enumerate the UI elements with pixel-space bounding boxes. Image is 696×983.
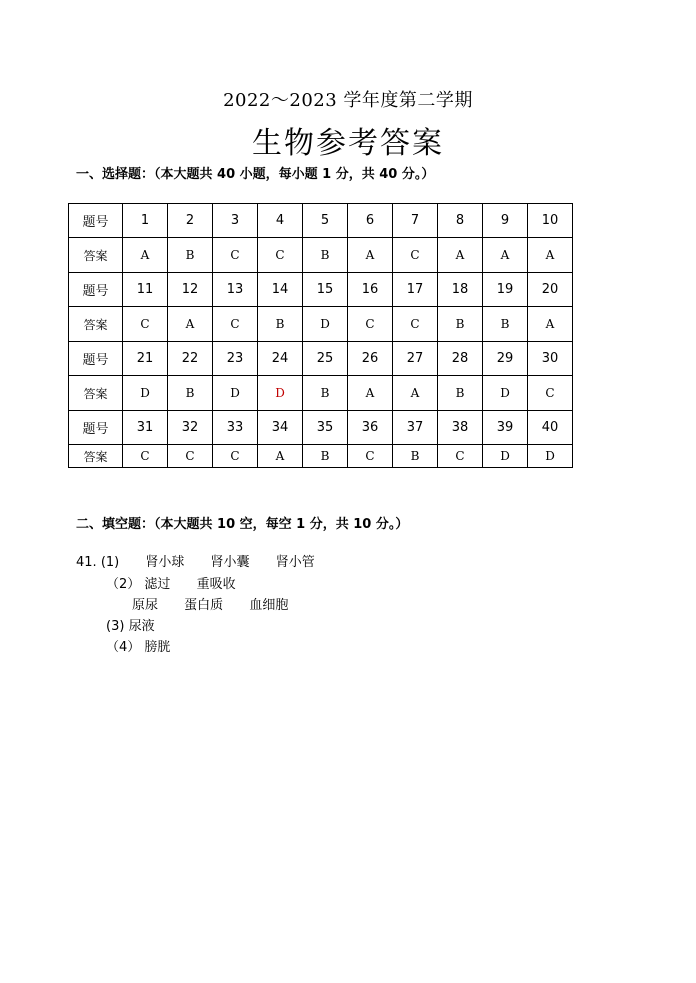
row-label: 答案 — [69, 445, 123, 468]
answer-cell: A — [348, 238, 393, 273]
question-number: 10 — [528, 204, 573, 238]
question-number: 6 — [348, 204, 393, 238]
answer-text: 血细胞 — [249, 598, 289, 613]
row-label: 答案 — [69, 307, 123, 342]
question-number: 2 — [168, 204, 213, 238]
table-row-numbers-2 — [69, 273, 573, 307]
answer-cell: A — [393, 376, 438, 411]
question-number: 35 — [303, 411, 348, 445]
table-row-numbers-3 — [69, 342, 573, 376]
answer-text: 滤过 — [144, 577, 171, 592]
question-number: 24 — [258, 342, 303, 376]
row-label: 题号 — [69, 342, 123, 376]
question-number: 33 — [213, 411, 258, 445]
answer-table — [68, 203, 573, 468]
question-number: 29 — [483, 342, 528, 376]
answer-cell: C — [213, 445, 258, 468]
answer-text: 膀胱 — [144, 640, 171, 655]
answer-cell-highlighted: D — [258, 376, 303, 411]
table-row-answers-4 — [69, 445, 573, 468]
answer-cell: A — [168, 307, 213, 342]
question-number: 22 — [168, 342, 213, 376]
answer-text: 原尿 — [132, 598, 159, 613]
table-row-answers-1 — [69, 238, 573, 273]
answer-cell: B — [168, 376, 213, 411]
table-row-numbers-1 — [69, 204, 573, 238]
table-row-answers-2 — [69, 307, 573, 342]
answer-cell: B — [168, 238, 213, 273]
row-label: 题号 — [69, 204, 123, 238]
answer-text: 肾小囊 — [210, 555, 250, 570]
question-number: 17 — [393, 273, 438, 307]
row-label: 题号 — [69, 273, 123, 307]
question-number: 26 — [348, 342, 393, 376]
answer-cell: B — [438, 307, 483, 342]
question-number: 25 — [303, 342, 348, 376]
section1-heading: 一、选择题：（本大题共 40 小题，每小题 1 分，共 40 分。） — [76, 167, 435, 182]
answer-cell: A — [528, 238, 573, 273]
answer-cell: C — [123, 307, 168, 342]
question-number: 30 — [528, 342, 573, 376]
question-number: 34 — [258, 411, 303, 445]
answer-cell: A — [528, 307, 573, 342]
answer-cell: C — [438, 445, 483, 468]
q41-part4 — [106, 636, 170, 655]
question-number: 36 — [348, 411, 393, 445]
question-number: 23 — [213, 342, 258, 376]
answer-cell: C — [528, 376, 573, 411]
question-number: 28 — [438, 342, 483, 376]
question-number: 1 — [123, 204, 168, 238]
question-number: 13 — [213, 273, 258, 307]
answer-cell: D — [123, 376, 168, 411]
q41-p1-label: (1) — [100, 555, 120, 570]
answer-cell: A — [123, 238, 168, 273]
answer-cell: B — [393, 445, 438, 468]
answer-cell: D — [483, 445, 528, 468]
answer-cell: A — [348, 376, 393, 411]
question-number: 4 — [258, 204, 303, 238]
answer-cell: D — [213, 376, 258, 411]
question-number: 16 — [348, 273, 393, 307]
answer-text: 重吸收 — [196, 577, 236, 592]
page-title: 生物参考答案 — [252, 126, 444, 161]
q41-part2-line2 — [132, 594, 288, 613]
semester-subtitle: 2022～2023 学年度第二学期 — [223, 90, 473, 111]
question-number: 7 — [393, 204, 438, 238]
row-label: 答案 — [69, 238, 123, 273]
answer-cell: D — [303, 307, 348, 342]
answer-cell: C — [348, 307, 393, 342]
question-number: 27 — [393, 342, 438, 376]
answer-cell: C — [123, 445, 168, 468]
answer-cell: C — [168, 445, 213, 468]
question-number: 38 — [438, 411, 483, 445]
answer-cell: C — [213, 238, 258, 273]
answer-text: 肾小球 — [145, 555, 185, 570]
q41-p2-label: （2） — [106, 577, 141, 592]
answer-cell: C — [393, 238, 438, 273]
q41-part3 — [106, 615, 155, 634]
answer-cell: B — [303, 238, 348, 273]
answer-cell: A — [483, 238, 528, 273]
question-number: 15 — [303, 273, 348, 307]
answer-cell: D — [483, 376, 528, 411]
answer-cell: C — [393, 307, 438, 342]
q41-part1 — [76, 551, 315, 570]
answer-cell: A — [258, 445, 303, 468]
q41-number: 41. — [76, 555, 97, 570]
answer-cell: B — [303, 445, 348, 468]
question-number: 3 — [213, 204, 258, 238]
answer-text: 尿液 — [128, 619, 155, 634]
question-number: 5 — [303, 204, 348, 238]
row-label: 答案 — [69, 376, 123, 411]
question-number: 14 — [258, 273, 303, 307]
answer-cell: C — [258, 238, 303, 273]
answer-cell: A — [438, 238, 483, 273]
question-number: 21 — [123, 342, 168, 376]
answer-cell: B — [483, 307, 528, 342]
q41-p3-label: (3) — [106, 619, 125, 634]
table-row-answers-3 — [69, 376, 573, 411]
table-row-numbers-4 — [69, 411, 573, 445]
question-number: 40 — [528, 411, 573, 445]
q41-part2 — [106, 573, 236, 592]
answer-cell: B — [438, 376, 483, 411]
question-number: 39 — [483, 411, 528, 445]
question-number: 8 — [438, 204, 483, 238]
question-number: 11 — [123, 273, 168, 307]
row-label: 题号 — [69, 411, 123, 445]
question-number: 32 — [168, 411, 213, 445]
answer-cell: B — [303, 376, 348, 411]
q41-p4-label: （4） — [106, 640, 141, 655]
question-number: 37 — [393, 411, 438, 445]
question-number: 12 — [168, 273, 213, 307]
question-number: 31 — [123, 411, 168, 445]
question-number: 19 — [483, 273, 528, 307]
answer-cell: D — [528, 445, 573, 468]
answer-cell: B — [258, 307, 303, 342]
answer-cell: C — [348, 445, 393, 468]
question-number: 9 — [483, 204, 528, 238]
answer-text: 肾小管 — [275, 555, 315, 570]
answer-cell: C — [213, 307, 258, 342]
question-number: 18 — [438, 273, 483, 307]
question-number: 20 — [528, 273, 573, 307]
section2-heading: 二、填空题：（本大题共 10 空，每空 1 分，共 10 分。） — [76, 517, 409, 532]
answer-text: 蛋白质 — [184, 598, 224, 613]
